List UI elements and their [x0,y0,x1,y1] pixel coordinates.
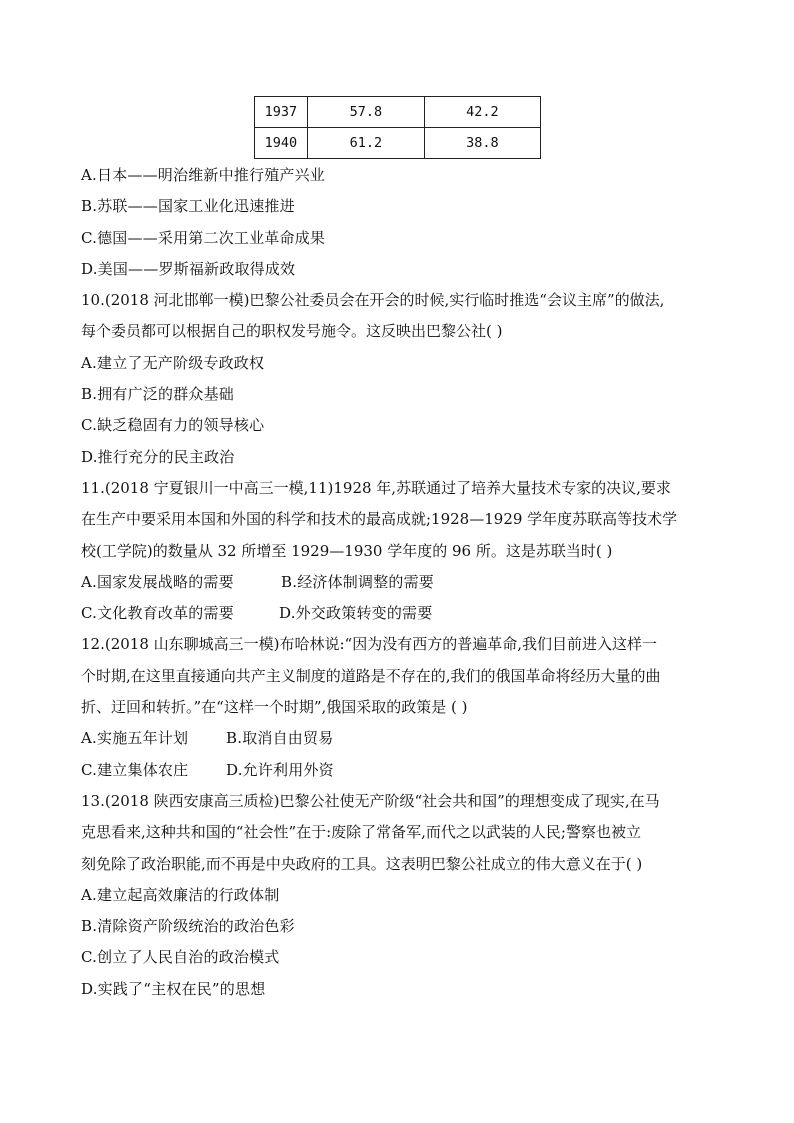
q10-option-d: D.推行充分的民主政治 [81,447,235,466]
table-row [255,97,541,128]
table-row [255,128,541,159]
q11-option-b: B.经济体制调整的需要 [281,572,434,591]
q9-option-b: B.苏联——国家工业化迅速推进 [81,197,295,216]
q9-option-a: A.日本——明治维新中推行殖产兴业 [81,166,326,184]
q11-options-row-2 [81,598,741,629]
q12-stem-line-2: 个时期,在这里直接通向共产主义制度的道路是不存在的,我们的俄国革命将经历大量的曲 [81,666,661,685]
table-cell-year: 1940 [255,128,308,159]
q13-option-a: A.建立起高效廉洁的行政体制 [81,885,280,904]
q10-option-a: A.建立了无产阶级专政政权 [81,353,265,372]
q13-option-b: B.清除资产阶级统治的政治色彩 [81,917,295,936]
q12-option-c: C.建立集体农庄 [81,760,189,779]
q9-option-c: C.德国——采用第二次工业革命成果 [81,228,326,247]
q11-option-d: D.外交政策转变的需要 [279,604,433,623]
q13-stem-line-2: 克思看来,这种共和国的“社会性”在于:废除了常备军,而代之以武装的人民;警察也被立 [81,823,641,842]
q13-option-c: C.创立了人民自治的政治模式 [81,948,280,967]
table-cell-year: 1937 [255,97,308,128]
q10-option-b: B.拥有广泛的群众基础 [81,385,234,404]
question-content [81,160,741,1005]
q11-options-row-1 [81,567,741,598]
q13-option-d: D.实践了“主权在民”的思想 [81,979,266,998]
q13-stem-line-3: 刻免除了政治职能,而不再是中央政府的工具。这表明巴黎公社成立的伟大意义在于( ) [81,854,643,873]
q12-options-row-1 [81,723,741,754]
q10-stem-line-2: 每个委员都可以根据自己的职权发号施令。这反映出巴黎公社( ) [81,322,503,341]
q12-stem-line-1: 12.(2018 山东聊城高三一模)布哈林说:“因为没有西方的普遍革命,我们目前进入这样一 [81,635,657,654]
q13-stem-line-1: 13.(2018 陕西安康高三质检)巴黎公社使无产阶级“社会共和国”的理想变成了现实,在马 [81,791,660,810]
q12-stem-line-3: 折、迂回和转折。”在“这样一个时期”,俄国采取的政策是 ( ) [81,698,468,717]
table-cell-value-2: 42.2 [424,97,540,128]
q11-stem-line-1: 11.(2018 宁夏银川一中高三一模,11)1928 年,苏联通过了培养大量技术专家的决议,要求 [81,478,671,497]
q11-stem-line-2: 在生产中要采用本国和外国的科学和技术的最高成就;1928—1929 学年度苏联高等技术学 [81,510,678,529]
table-cell-value-1: 57.8 [307,97,424,128]
q10-option-c: C.缺乏稳固有力的领导核心 [81,416,265,435]
data-table [254,96,541,159]
q12-options-row-2 [81,755,741,786]
q11-stem-line-3: 校(工学院)的数量从 32 所增至 1929—1930 学年度的 96 所。这是苏联当时( ) [81,541,613,560]
table-cell-value-2: 38.8 [424,128,540,159]
q9-option-d: D.美国——罗斯福新政取得成效 [81,259,296,278]
q12-option-b: B.取消自由贸易 [226,729,334,748]
q11-option-a: A.国家发展战略的需要 [81,572,234,591]
q11-option-c: C.文化教育改革的需要 [81,604,234,623]
q10-stem-line-1: 10.(2018 河北邯郸一模)巴黎公社委员会在开会的时候,实行临时推选“会议主席”的做法, [81,291,665,310]
table-cell-value-1: 61.2 [307,128,424,159]
q12-option-a: A.实施五年计划 [81,729,189,748]
q12-option-d: D.允许利用外资 [226,760,334,779]
